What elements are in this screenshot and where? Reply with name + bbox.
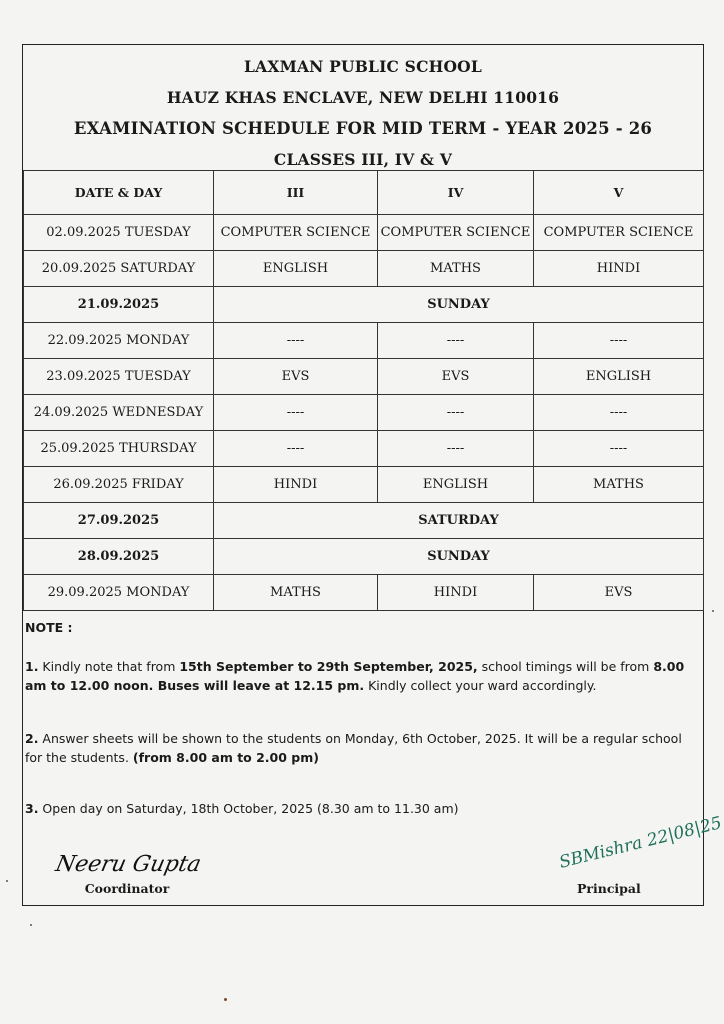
- school-name: LAXMAN PUBLIC SCHOOL: [244, 57, 482, 76]
- notes-section: [23, 610, 703, 818]
- row-subject-iii: ----: [214, 431, 378, 467]
- row-date: 28.09.2025: [24, 539, 214, 575]
- row-subject-v: ENGLISH: [534, 359, 704, 395]
- column-header-class-v: V: [534, 171, 704, 215]
- school-address: HAUZ KHAS ENCLAVE, NEW DELHI 110016: [166, 88, 560, 107]
- table-row-holiday: [24, 503, 704, 539]
- row-subject-iii: MATHS: [214, 575, 378, 611]
- exam-title: EXAMINATION SCHEDULE FOR MID TERM - YEAR 2025 - 26: [73, 119, 653, 138]
- note-text: Answer sheets will be shown to the students on Monday, 6th October, 2025. It will be a regular school for the students.: [25, 731, 682, 765]
- row-subject-iv: ----: [378, 431, 534, 467]
- row-subject-iii: ENGLISH: [214, 251, 378, 287]
- row-holiday-label: SUNDAY: [214, 539, 704, 575]
- schedule-sheet: [22, 44, 724, 906]
- row-subject-v: COMPUTER SCIENCE: [534, 215, 704, 251]
- note-text: Kindly collect your ward accordingly.: [364, 678, 597, 693]
- row-holiday-label: SATURDAY: [214, 503, 704, 539]
- row-subject-iii: EVS: [214, 359, 378, 395]
- coordinator-label: Coordinator: [84, 881, 170, 896]
- row-subject-iv: COMPUTER SCIENCE: [378, 215, 534, 251]
- principal-signature-block: [551, 813, 724, 896]
- row-date: 26.09.2025 FRIDAY: [24, 467, 214, 503]
- row-date: 24.09.2025 WEDNESDAY: [24, 395, 214, 431]
- row-subject-v: EVS: [534, 575, 704, 611]
- note-bold-text: (from 8.00 am to 2.00 pm): [132, 750, 319, 765]
- note-number: 3.: [25, 801, 39, 816]
- classes-title: CLASSES III, IV & V: [273, 150, 453, 169]
- row-subject-iv: ENGLISH: [378, 467, 534, 503]
- row-date: 29.09.2025 MONDAY: [24, 575, 214, 611]
- row-subject-iii: ----: [214, 395, 378, 431]
- note-number: 2.: [25, 731, 39, 746]
- note-bold-text: 15th September to 29th September, 2025,: [179, 659, 478, 674]
- row-subject-iv: ----: [378, 323, 534, 359]
- table-row: [24, 467, 704, 503]
- row-date: 25.09.2025 THURSDAY: [24, 431, 214, 467]
- document-header: [23, 45, 703, 175]
- row-subject-v: HINDI: [534, 251, 704, 287]
- row-subject-v: ----: [534, 395, 704, 431]
- table-row: [24, 215, 704, 251]
- principal-label: Principal: [577, 881, 641, 896]
- note-bold-text: 8.00 am to 12.00 noon. Buses will leave at 12.15 pm.: [25, 659, 685, 693]
- table-row: [24, 431, 704, 467]
- table-row: [24, 395, 704, 431]
- table-row-holiday: [24, 539, 704, 575]
- note-item-2: [23, 729, 703, 767]
- row-subject-iv: ----: [378, 395, 534, 431]
- principal-signature-text: SBMishra 22|08|25: [557, 813, 724, 873]
- note-item-3: [23, 799, 703, 818]
- column-header-class-iv: IV: [378, 171, 534, 215]
- row-subject-v: ----: [534, 431, 704, 467]
- row-date: 27.09.2025: [24, 503, 214, 539]
- coordinator-signature-text: Neeru Gupta: [53, 851, 204, 877]
- schedule-table: [23, 170, 704, 611]
- column-header-date: DATE & DAY: [24, 171, 214, 215]
- row-subject-iii: COMPUTER SCIENCE: [214, 215, 378, 251]
- table-header-row: [24, 171, 704, 215]
- paper-speck: [6, 880, 8, 882]
- table-row: [24, 359, 704, 395]
- note-text: Kindly note that from: [38, 659, 180, 674]
- row-subject-iv: HINDI: [378, 575, 534, 611]
- table-row: [24, 575, 704, 611]
- row-subject-iv: EVS: [378, 359, 534, 395]
- row-date: 21.09.2025: [24, 287, 214, 323]
- row-date: 22.09.2025 MONDAY: [24, 323, 214, 359]
- row-subject-iv: MATHS: [378, 251, 534, 287]
- principal-signature: [551, 813, 724, 881]
- table-row: [24, 251, 704, 287]
- column-header-class-iii: III: [214, 171, 378, 215]
- row-holiday-label: SUNDAY: [214, 287, 704, 323]
- paper-speck: [224, 998, 227, 1001]
- coordinator-signature-block: [53, 841, 204, 896]
- paper-speck: [30, 924, 32, 926]
- row-subject-v: ----: [534, 323, 704, 359]
- note-text: Open day on Saturday, 18th October, 2025 (8.30 am to 11.30 am): [38, 801, 459, 816]
- row-date: 20.09.2025 SATURDAY: [24, 251, 214, 287]
- row-subject-iii: HINDI: [214, 467, 378, 503]
- note-item-1: [23, 657, 703, 695]
- row-subject-v: MATHS: [534, 467, 704, 503]
- table-row-holiday: [24, 287, 704, 323]
- coordinator-signature: [53, 841, 204, 881]
- paper-speck: [712, 610, 714, 612]
- note-text: school timings will be from: [477, 659, 654, 674]
- row-subject-iii: ----: [214, 323, 378, 359]
- note-number: 1.: [25, 659, 39, 674]
- notes-title: NOTE :: [25, 620, 73, 635]
- row-date: 02.09.2025 TUESDAY: [24, 215, 214, 251]
- table-row: [24, 323, 704, 359]
- row-date: 23.09.2025 TUESDAY: [24, 359, 214, 395]
